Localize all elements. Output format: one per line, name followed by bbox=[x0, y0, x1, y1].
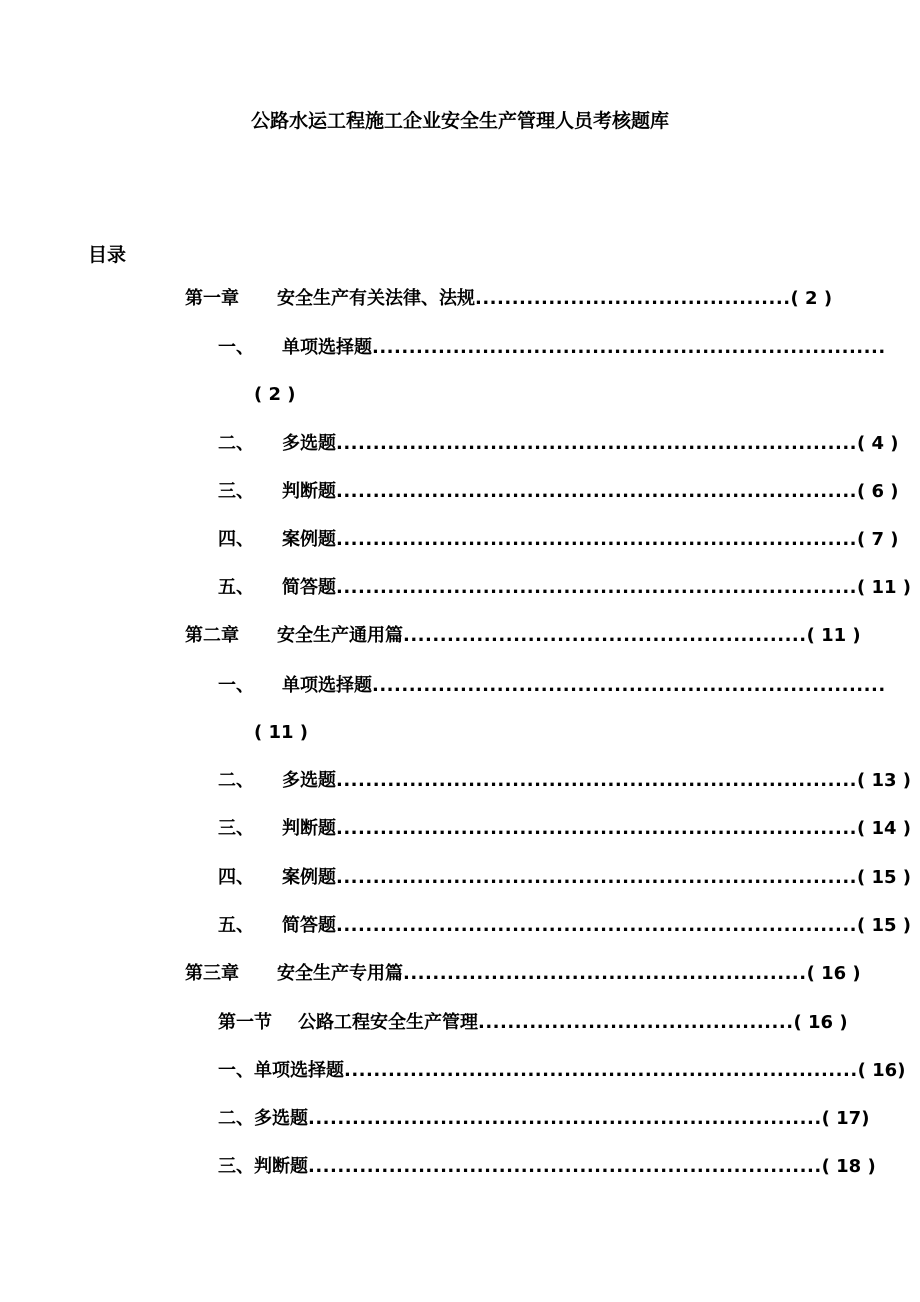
toc-entry-leader: ...................................................................... bbox=[372, 337, 886, 358]
toc-entry-leader: ........................................... bbox=[478, 1012, 794, 1033]
toc-entry-number: 三、 bbox=[218, 481, 254, 502]
toc-entry-number: 一、 bbox=[218, 337, 254, 358]
document-title: 公路水运工程施工企业安全生产管理人员考核题库 bbox=[250, 110, 669, 132]
toc-entry-section[interactable] bbox=[218, 432, 899, 456]
toc-entry-label: 案例题 bbox=[282, 529, 336, 550]
toc-entry-subsection[interactable] bbox=[218, 1011, 848, 1035]
toc-entry-chapter-2[interactable] bbox=[185, 624, 861, 648]
toc-entry-label: 安全生产通用篇 bbox=[277, 625, 403, 646]
toc-entry-number: 第二章 bbox=[185, 625, 239, 646]
toc-entry-number: 四、 bbox=[218, 867, 254, 888]
toc-entry-page: ( 15 ) bbox=[857, 915, 912, 936]
toc-entry-leader: ...................................................................... bbox=[344, 1060, 858, 1081]
toc-entry-page[interactable]: ( 2 ) bbox=[254, 384, 296, 405]
toc-entry-label: 多选题 bbox=[254, 1108, 308, 1129]
toc-entry-label: 公路工程安全生产管理 bbox=[298, 1012, 478, 1033]
toc-entry-page: ( 4 ) bbox=[857, 433, 899, 454]
toc-entry-section[interactable] bbox=[218, 866, 911, 890]
toc-entry-page: ( 14 ) bbox=[857, 818, 912, 839]
toc-entry-page: ( 2 ) bbox=[790, 288, 833, 309]
toc-entry-label: 单项选择题 bbox=[282, 675, 372, 696]
toc-entry-number: 一、 bbox=[218, 675, 254, 696]
toc-entry-page: ( 17) bbox=[821, 1108, 870, 1129]
toc-entry-leader: ....................................................................... bbox=[336, 577, 857, 598]
toc-entry-number: 第一章 bbox=[185, 288, 239, 309]
toc-entry-section[interactable] bbox=[218, 1059, 905, 1083]
toc-entry-leader: ....................................................................... bbox=[336, 915, 857, 936]
toc-entry-section[interactable] bbox=[218, 817, 911, 841]
toc-entry-number: 二、 bbox=[218, 433, 254, 454]
toc-entry-chapter-1[interactable] bbox=[185, 287, 832, 311]
toc-entry-label: 判断题 bbox=[282, 481, 336, 502]
toc-entry-number: 三、 bbox=[218, 818, 254, 839]
toc-entry-leader: ....................................................... bbox=[403, 625, 807, 646]
toc-entry-section[interactable] bbox=[218, 576, 911, 600]
toc-entry-number: 五、 bbox=[218, 915, 254, 936]
toc-entry-label: 判断题 bbox=[254, 1156, 308, 1177]
toc-entry-leader: ....................................................................... bbox=[336, 818, 857, 839]
toc-entry-number: 三、 bbox=[218, 1156, 254, 1177]
toc-entry-section[interactable] bbox=[218, 1155, 876, 1179]
toc-entry-leader: ...................................................................... bbox=[308, 1108, 822, 1129]
toc-entry-leader: ....................................................................... bbox=[336, 529, 857, 550]
toc-entry-page: ( 7 ) bbox=[857, 529, 899, 550]
toc-entry-number: 二、 bbox=[218, 1108, 254, 1129]
toc-entry-label: 安全生产专用篇 bbox=[277, 963, 403, 984]
toc-entry-section[interactable] bbox=[218, 480, 899, 504]
toc-entry-leader: ........................................... bbox=[475, 288, 791, 309]
toc-entry-page: ( 18 ) bbox=[821, 1156, 876, 1177]
toc-entry-section[interactable] bbox=[218, 674, 886, 698]
toc-entry-page: ( 16 ) bbox=[793, 1012, 848, 1033]
toc-entry-label: 简答题 bbox=[282, 577, 336, 598]
toc-entry-label: 单项选择题 bbox=[282, 337, 372, 358]
toc-entry-number: 第一节 bbox=[218, 1012, 272, 1033]
toc-entry-section[interactable] bbox=[218, 336, 886, 360]
toc-entry-number: 一、 bbox=[218, 1060, 254, 1081]
toc-entry-label: 简答题 bbox=[282, 915, 336, 936]
toc-entry-page: ( 6 ) bbox=[857, 481, 899, 502]
toc-entry-chapter-3[interactable] bbox=[185, 962, 861, 986]
toc-entry-page: ( 15 ) bbox=[857, 867, 912, 888]
toc-entry-leader: ....................................................... bbox=[403, 963, 807, 984]
toc-entry-leader: ....................................................................... bbox=[336, 433, 857, 454]
toc-entry-leader: ...................................................................... bbox=[308, 1156, 822, 1177]
toc-entry-leader: ....................................................................... bbox=[336, 867, 857, 888]
toc-entry-section[interactable] bbox=[218, 769, 911, 793]
toc-entry-number: 二、 bbox=[218, 770, 254, 791]
toc-heading: 目录 bbox=[88, 244, 127, 266]
toc-entry-leader: ...................................................................... bbox=[372, 675, 886, 696]
toc-entry-page: ( 16 ) bbox=[806, 963, 861, 984]
toc-entry-label: 多选题 bbox=[282, 433, 336, 454]
toc-entry-section[interactable] bbox=[218, 528, 899, 552]
toc-entry-page[interactable]: ( 11 ) bbox=[254, 722, 309, 743]
toc-entry-leader: ....................................................................... bbox=[336, 770, 857, 791]
toc-entry-section[interactable] bbox=[218, 1107, 869, 1131]
toc-entry-page: ( 11 ) bbox=[806, 625, 861, 646]
toc-entry-number: 第三章 bbox=[185, 963, 239, 984]
toc-entry-page: ( 13 ) bbox=[857, 770, 912, 791]
toc-entry-number: 四、 bbox=[218, 529, 254, 550]
toc-entry-label: 多选题 bbox=[282, 770, 336, 791]
toc-entry-label: 判断题 bbox=[282, 818, 336, 839]
toc-entry-page: ( 16) bbox=[857, 1060, 906, 1081]
toc-entry-label: 案例题 bbox=[282, 867, 336, 888]
toc-entry-label: 单项选择题 bbox=[254, 1060, 344, 1081]
toc-entry-leader: ....................................................................... bbox=[336, 481, 857, 502]
toc-entry-page: ( 11 ) bbox=[857, 577, 912, 598]
toc-entry-number: 五、 bbox=[218, 577, 254, 598]
toc-entry-label: 安全生产有关法律、法规 bbox=[277, 288, 475, 309]
toc-entry-section[interactable] bbox=[218, 914, 911, 938]
